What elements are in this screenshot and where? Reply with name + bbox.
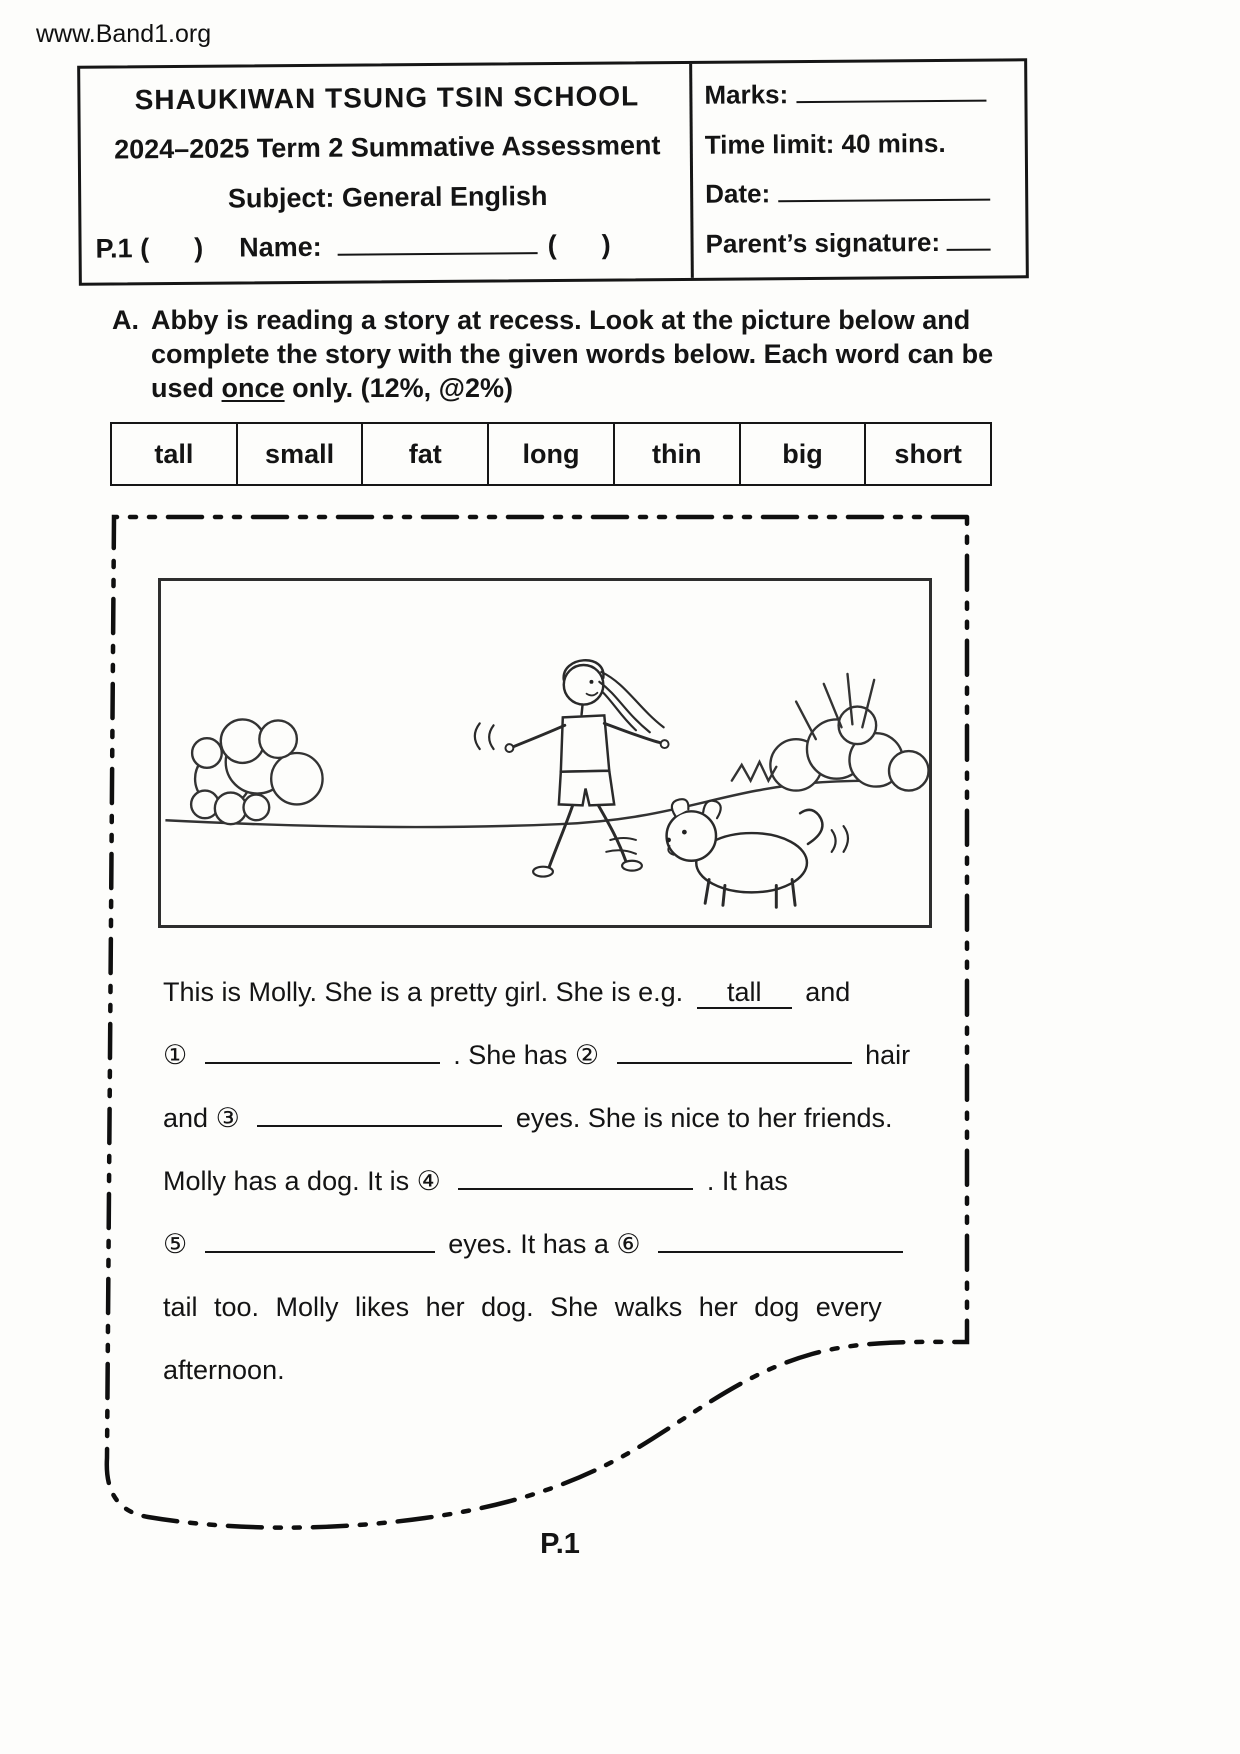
blank-number-6: ⑥ bbox=[616, 1229, 641, 1259]
word-bank-cell: long bbox=[489, 424, 615, 484]
blank-5[interactable] bbox=[205, 1248, 435, 1253]
word-bank-cell: short bbox=[894, 438, 962, 469]
signature-row bbox=[705, 226, 1017, 259]
story-text-7: afternoon. bbox=[163, 1355, 285, 1385]
word-bank-cell: fat bbox=[363, 424, 489, 484]
instructions-underlined-word: once bbox=[221, 373, 285, 403]
story-text-6: tail too. Molly likes her dog. She walks her dog every bbox=[163, 1292, 882, 1322]
word-bank-cell: tall bbox=[112, 424, 238, 484]
blank-number-5: ⑤ bbox=[163, 1229, 188, 1259]
section-a-text bbox=[151, 303, 1007, 405]
marks-row bbox=[704, 77, 1016, 110]
date-row bbox=[705, 177, 1017, 210]
blank-1[interactable] bbox=[205, 1059, 440, 1064]
date-field-line[interactable] bbox=[778, 196, 990, 203]
header-left-column bbox=[80, 64, 694, 283]
class-number-parens: ( ) bbox=[547, 229, 611, 261]
school-name: SHAUKIWAN TSUNG TSIN SCHOOL bbox=[134, 80, 640, 116]
story-line-5 bbox=[163, 1227, 945, 1261]
signature-label: Parent’s signature: bbox=[705, 226, 941, 259]
name-field-line[interactable] bbox=[338, 249, 538, 256]
story-line-6 bbox=[163, 1290, 945, 1324]
story-line-1 bbox=[163, 975, 945, 1009]
blank-4[interactable] bbox=[458, 1185, 693, 1190]
story-text-4a: Molly has a dog. It is bbox=[163, 1166, 410, 1196]
word-bank-cell: small bbox=[238, 424, 364, 484]
story-picture-frame bbox=[158, 578, 932, 928]
story-line-7 bbox=[163, 1353, 945, 1387]
exam-header-box bbox=[77, 58, 1029, 285]
page-number: P.1 bbox=[540, 1528, 580, 1560]
dog-figure bbox=[666, 799, 848, 907]
word-bank-cell: thin bbox=[615, 424, 741, 484]
story-line-2 bbox=[163, 1038, 945, 1072]
instructions-part2: only. (12%, @2%) bbox=[292, 373, 513, 403]
story-line-3 bbox=[163, 1101, 945, 1135]
signature-field-line[interactable] bbox=[946, 246, 990, 251]
date-label: Date: bbox=[705, 178, 771, 210]
bush-left-icon bbox=[191, 719, 322, 824]
story-text-1b: and bbox=[805, 977, 851, 1007]
blank-number-2: ② bbox=[574, 1040, 600, 1070]
story-text-2b: hair bbox=[865, 1040, 911, 1070]
section-a-label: A. bbox=[112, 305, 139, 335]
girl-figure bbox=[475, 660, 669, 876]
marks-label: Marks: bbox=[704, 79, 789, 110]
story-text bbox=[163, 975, 945, 1416]
story-text-1a: This is Molly. She is a pretty girl. She is e.g. bbox=[163, 977, 684, 1007]
watermark: www.Band1.org bbox=[36, 20, 212, 48]
story-text-2a: . She has bbox=[453, 1040, 568, 1070]
blank-number-3: ③ bbox=[215, 1103, 240, 1133]
time-limit-label: Time limit: 40 mins. bbox=[704, 127, 946, 160]
marks-field-line[interactable] bbox=[796, 97, 986, 103]
blank-3[interactable] bbox=[257, 1122, 502, 1127]
class-label: P.1 ( ) bbox=[95, 232, 204, 264]
story-text-3b: eyes. She is nice to her friends. bbox=[515, 1103, 893, 1133]
class-name-row bbox=[95, 229, 680, 265]
blank-6[interactable] bbox=[658, 1248, 903, 1253]
instructions-part1: Abby is reading a story at recess. Look at the picture below and complete the story with the given words below. Each word can be used bbox=[151, 305, 994, 403]
story-illustration bbox=[161, 581, 929, 925]
header-right-column bbox=[692, 61, 1026, 278]
story-text-4b: . It has bbox=[706, 1166, 788, 1196]
example-blank: tall bbox=[697, 977, 792, 1009]
subject-line: Subject: General English bbox=[227, 180, 548, 214]
time-limit-row bbox=[705, 127, 1017, 160]
story-text-3a: and bbox=[163, 1103, 209, 1133]
word-bank-table bbox=[110, 422, 992, 486]
blank-2[interactable] bbox=[617, 1059, 852, 1064]
name-label: Name: bbox=[239, 231, 322, 263]
story-text-5a: eyes. It has a bbox=[448, 1229, 609, 1259]
section-a-instructions bbox=[112, 303, 1007, 405]
blank-number-4: ④ bbox=[416, 1166, 441, 1196]
blank-number-1: ① bbox=[163, 1040, 188, 1070]
bush-right-icon bbox=[732, 674, 929, 791]
word-bank-cell: big bbox=[741, 424, 867, 484]
story-line-4 bbox=[163, 1164, 945, 1198]
assessment-title: 2024–2025 Term 2 Summative Assessment bbox=[114, 130, 661, 165]
